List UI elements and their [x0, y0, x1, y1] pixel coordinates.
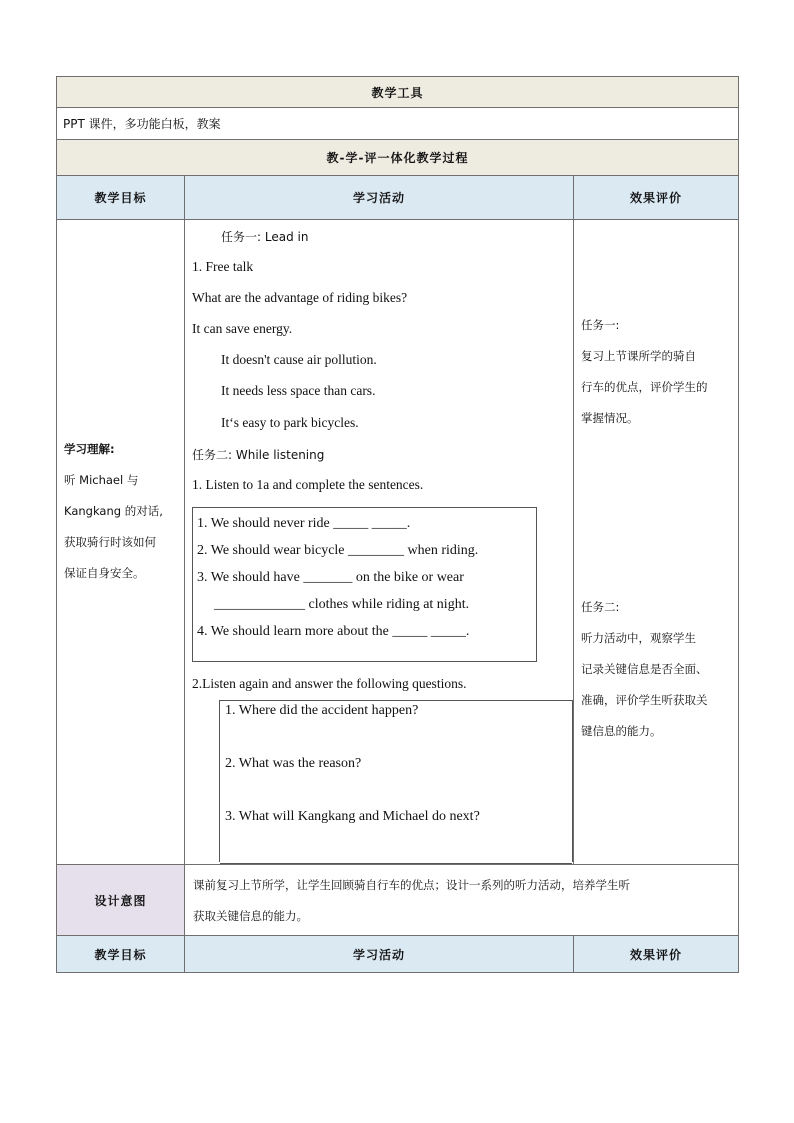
lesson-plan-table — [56, 76, 739, 973]
task2-title: 任务二: While listening — [192, 448, 325, 462]
design-cell — [185, 865, 739, 936]
fill-sentence: 4. We should learn more about the _____ _____. — [197, 624, 470, 639]
eval-cell — [574, 220, 739, 865]
goal-title: 学习理解: — [64, 442, 115, 456]
goal-line: Kangkang 的对话, — [64, 504, 163, 518]
task1-title: 任务一: Lead in — [221, 230, 309, 244]
discussion-question: What are the advantage of riding bikes? — [192, 290, 408, 305]
column-header-eval-repeat: 效果评价 — [574, 936, 739, 973]
eval-line: 掌握情况。 — [581, 411, 639, 425]
column-header-goal-repeat: 教学目标 — [57, 936, 185, 973]
design-line: 课前复习上节所学，让学生回顾骑自行车的优点；设计一系列的听力活动，培养学生听 — [193, 878, 630, 892]
eval-line: 准确，评价学生听获取关 — [581, 693, 708, 707]
fill-in-box — [192, 507, 537, 662]
eval-line: 行车的优点，评价学生的 — [581, 380, 708, 394]
eval-line: 记录关键信息是否全面、 — [581, 662, 708, 676]
fill-sentence: 2. We should wear bicycle ________ when riding. — [197, 543, 479, 558]
column-header-goal: 教学目标 — [57, 176, 185, 220]
tools-text: PPT 课件，多功能白板，教案 — [57, 108, 739, 140]
answer-line: It‘s easy to park bicycles. — [221, 415, 359, 430]
fill-sentence: 3. We should have _______ on the bike or wear — [197, 570, 464, 585]
eval-line: 听力活动中，观察学生 — [581, 631, 696, 645]
column-header-activity: 学习活动 — [185, 176, 574, 220]
column-header-eval: 效果评价 — [574, 176, 739, 220]
eval-line: 复习上节课所学的骑自 — [581, 349, 696, 363]
tools-header: 教学工具 — [57, 77, 739, 108]
design-label: 设计意图 — [57, 865, 185, 936]
listen-instruction-1: 1. Listen to 1a and complete the sentences. — [192, 477, 424, 492]
activity-cell — [185, 220, 574, 865]
free-talk: 1. Free talk — [192, 259, 254, 274]
process-header: 教-学-评一体化教学过程 — [57, 140, 739, 176]
question-item: 2. What was the reason? — [225, 756, 362, 771]
lesson-plan-page — [56, 76, 738, 973]
listen-instruction-2: 2.Listen again and answer the following questions. — [192, 676, 467, 691]
question-item: 1. Where did the accident happen? — [225, 703, 419, 718]
answer-line: It can save energy. — [192, 321, 293, 336]
question-item: 3. What will Kangkang and Michael do next? — [225, 809, 480, 824]
answer-line: It doesn't cause air pollution. — [221, 352, 377, 367]
answer-line: It needs less space than cars. — [221, 383, 376, 398]
questions-box — [219, 700, 573, 862]
fill-sentence: 1. We should never ride _____ _____. — [197, 516, 411, 531]
fill-sentence: _____________ clothes while riding at night. — [214, 597, 470, 612]
goal-line: 听 Michael 与 — [64, 473, 139, 487]
goal-line: 获取骑行时该如何 — [64, 535, 156, 549]
design-line: 获取关键信息的能力。 — [193, 909, 308, 923]
eval-line: 键信息的能力。 — [581, 724, 662, 738]
goal-cell — [57, 220, 185, 865]
column-header-activity-repeat: 学习活动 — [185, 936, 574, 973]
box-bottom-rule — [220, 863, 572, 864]
eval-task1-title: 任务一: — [581, 318, 620, 332]
eval-task2-title: 任务二: — [581, 600, 620, 614]
goal-line: 保证自身安全。 — [64, 566, 145, 580]
